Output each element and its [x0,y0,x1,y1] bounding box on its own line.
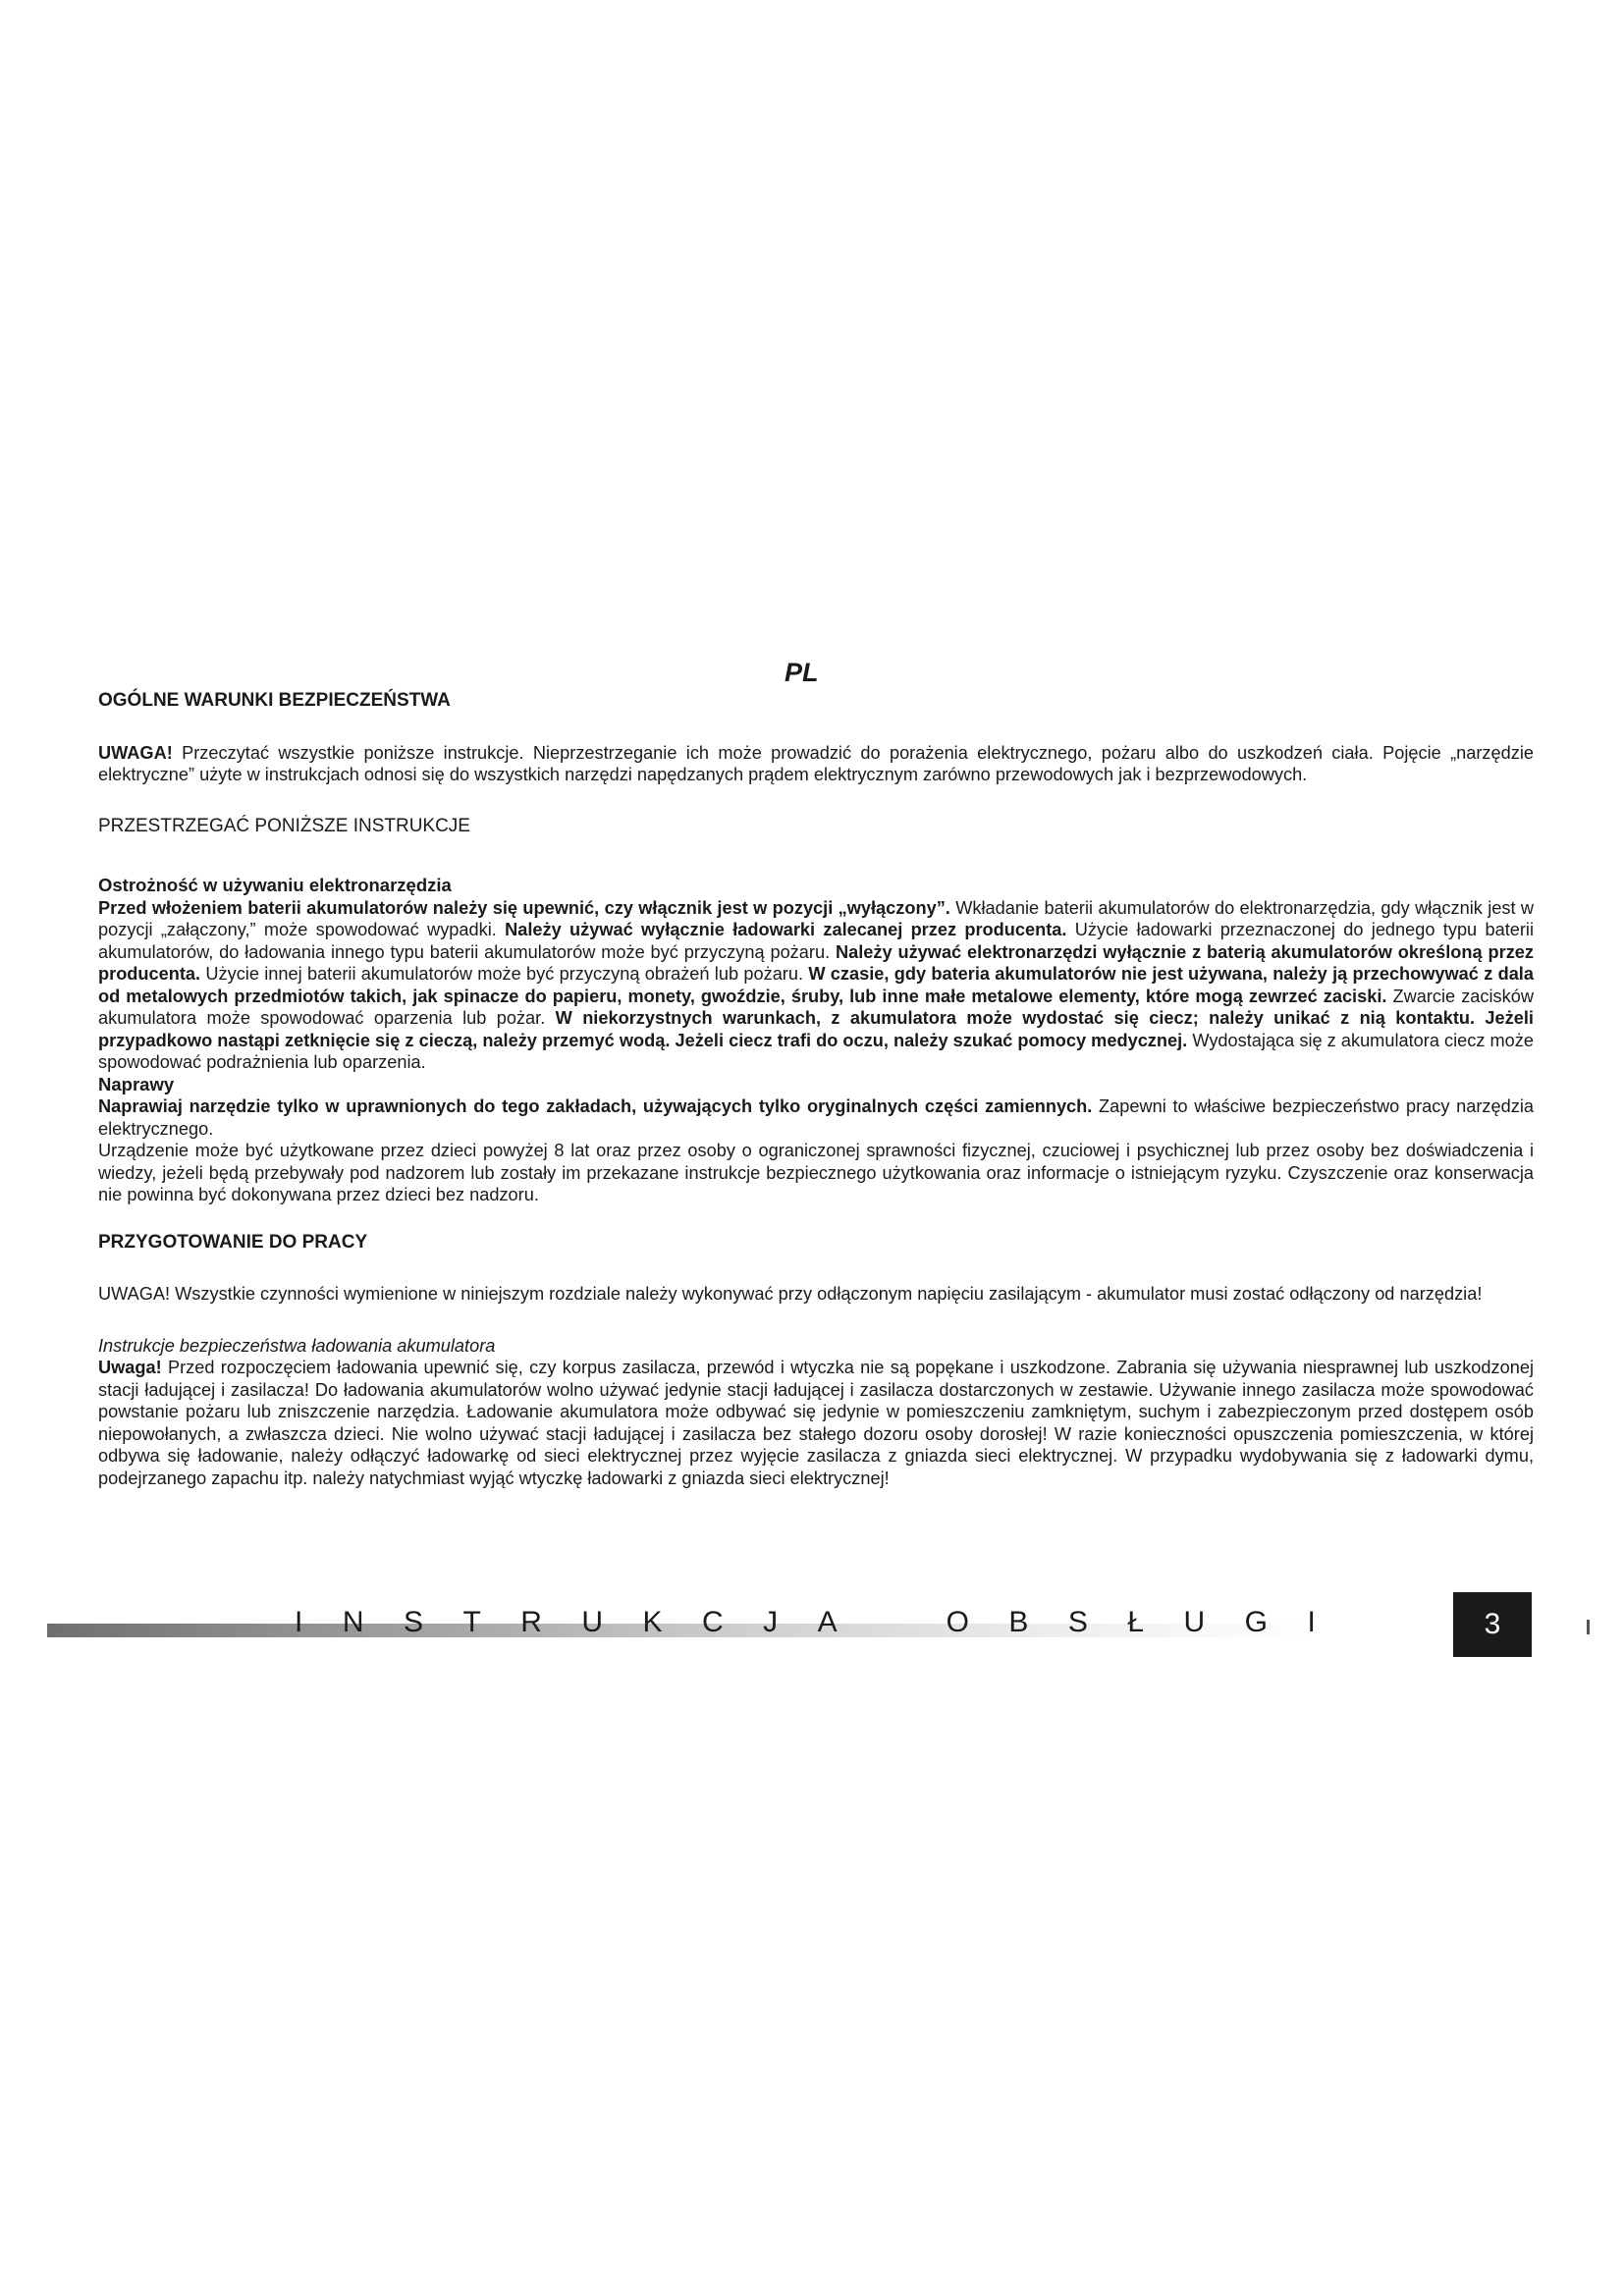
repairs-heading: Naprawy [98,1073,175,1095]
footer-letter: B [1008,1606,1029,1638]
footer-letter: N [342,1606,364,1638]
caution-paragraph [98,897,1534,1074]
footer-letter: S [1067,1606,1088,1638]
charging-paragraph [98,1357,1534,1489]
footer-letter: U [581,1606,604,1638]
general-safety-heading: OGÓLNE WARUNKI BEZPIECZEŃSTWA [98,690,451,711]
repairs-text: Zapewni to właściwe bezpieczeństwo pracy narzędzia elektrycznego. [98,1096,1534,1139]
caution-text-5: Wydostająca się z akumulatora ciecz może spowodować podrażnienia lub oparzenia. [98,1030,1535,1072]
caution-bold-1: Przed włożeniem baterii akumulatorów należy się upewnić, czy włącznik jest w pozycji „wyłączony”. [98,897,950,918]
warning-text: Przeczytać wszystkie poniższe instrukcje. Nieprzestrzeganie ich może prowadzić do porażenia elektrycznego, pożaru albo do uszkodzeń ciała. Pojęcie „narzędzie elektryczne” użyte w instrukcjach odnosi się do wszystkich narzędzi napędzanych prądem elektrycznym zarówno przewodowych jak i bezprzewodowych. [98,742,1534,784]
caution-heading: Ostrożność w używaniu elektronarzędzia [98,875,452,895]
footer-letter: G [1244,1606,1268,1638]
footer-word-gap [877,1606,906,1639]
footer-letter: K [642,1606,663,1638]
edge-mark [1587,1620,1590,1634]
footer-letter: I [1307,1606,1316,1638]
caution-bold-4: W czasie, gdy bateria akumulatorów nie jest używana, należy ją przechowywać z dala od metalowych przedmiotów takich, jak spinacze do papieru, monety, gwoździe, śruby, lub inne małe metalowe elementy, które mogą zewrzeć zaciski. [98,964,1534,1006]
footer-letter: C [702,1606,724,1638]
language-label: PL [785,658,819,687]
footer-letter: U [1183,1606,1206,1638]
charging-text: Przed rozpoczęciem ładowania upewnić się, czy korpus zasilacza, przewód i wtyczka nie są popękane i uszkodzone. Zabrania się używania niesprawnej lub uszkodzonej stacji ładującej i zasilacza! Do ładowania akumulatorów wolno używać jedynie stacji ładującej i zasilacza dostarczonych w zestawie. Używanie innego zasilacza może spowodować powstanie pożaru lub zniszczenie narzędzia. Ładowanie akumulatora może odbywać się jedynie w pomieszczeniu zamkniętym, suchym i zabezpieczonym przed dostępem osób niepowołanych, a zwłaszcza dzieci. Nie wolno używać stacji ładującej i zasilacza bez stałego dozoru osoby dorosłej! W razie konieczności opuszczenia pomieszczenia, w której odbywa się ładowanie, należy odłączyć ładowarkę od sieci elektrycznej przez wyjęcie zasilacza z gniazda sieci elektrycznej. W przypadku wydobywania się z ładowarki dymu, podejrzanego zapachu itp. należy natychmiast wyjąć wtyczkę ładowarki z gniazda sieci elektrycznej! [98,1358,1534,1488]
footer-letter: Ł [1127,1606,1145,1638]
preparation-heading: PRZYGOTOWANIE DO PRACY [98,1231,368,1253]
footer-letter: O [946,1606,969,1638]
charging-lead: Uwaga! [98,1358,162,1377]
charging-safety-heading: Instrukcje bezpieczeństwa ładowania akumulatora [98,1335,496,1356]
footer-letter: T [462,1606,481,1638]
caution-bold-2: Należy używać wyłącznie ładowarki zalecanej przez producenta. [505,920,1067,939]
caution-text-4: Zwarcie zacisków akumulatora może spowodować oparzenia lub pożar. [98,986,1534,1028]
footer-letter: S [403,1606,423,1638]
footer-letter: J [763,1606,779,1638]
page-number: 3 [1453,1592,1532,1657]
follow-instructions-heading: PRZESTRZEGAĆ PONIŻSZE INSTRUKCJE [98,815,470,836]
children-paragraph: Urządzenie może być użytkowane przez dzieci powyżej 8 lat oraz przez osoby o ograniczonej sprawności fizycznej, czuciowej i psychicznej lub przez osoby bez doświadczenia i wiedzy, jeżeli będą przebywały pod nadzorem lub zostały im przekazane instrukcje bezpiecznego użytkowania oraz informacje o istniejącym ryzyku. Czyszczenie oraz konserwacja nie powinna być dokonywana przez dzieci bez nadzoru. [98,1141,1534,1204]
repairs-paragraph [98,1095,1534,1140]
warning-lead: UWAGA! [98,742,173,763]
caution-text-2: Użycie ładowarki przeznaczonej do jednego typu baterii akumulatorów, do ładowania innego typu baterii akumulatorów może być przyczyną pożaru. [98,920,1534,962]
footer-title [295,1606,1316,1639]
caution-bold-5: W niekorzystnych warunkach, z akumulatora może wydostać się ciecz; należy unikać z nią kontaktu. Jeżeli przypadkowo nastąpi zetknięcie się z cieczą, należy przemyć wodą. Jeżeli ciecz trafi do oczu, należy szukać pomocy medycznej. [98,1008,1534,1050]
caution-text-1: Wkładanie baterii akumulatorów do elektronarzędzia, gdy włącznik jest w pozycji „załączony,” może spowodować wypadki. [98,897,1534,939]
footer-letter: I [295,1606,303,1638]
caution-bold-3: Należy używać elektronarzędzi wyłącznie z baterią akumulatorów określoną przez producenta. [98,941,1534,984]
footer-letter: R [520,1606,542,1638]
preparation-warning: UWAGA! Wszystkie czynności wymienione w niniejszym rozdziale należy wykonywać przy odłączonym napięciu zasilającym - akumulator musi zostać odłączony od narzędzia! [98,1284,1483,1304]
repairs-bold: Naprawiaj narzędzie tylko w uprawnionych do tego zakładach, używających tylko oryginalnych części zamiennych. [98,1096,1093,1116]
caution-text-3: Użycie innej baterii akumulatorów może być przyczyną obrażeń lub pożaru. [200,964,809,984]
general-warning-paragraph [98,742,1534,786]
manual-content [98,690,1534,1489]
footer-letter: A [817,1606,838,1638]
